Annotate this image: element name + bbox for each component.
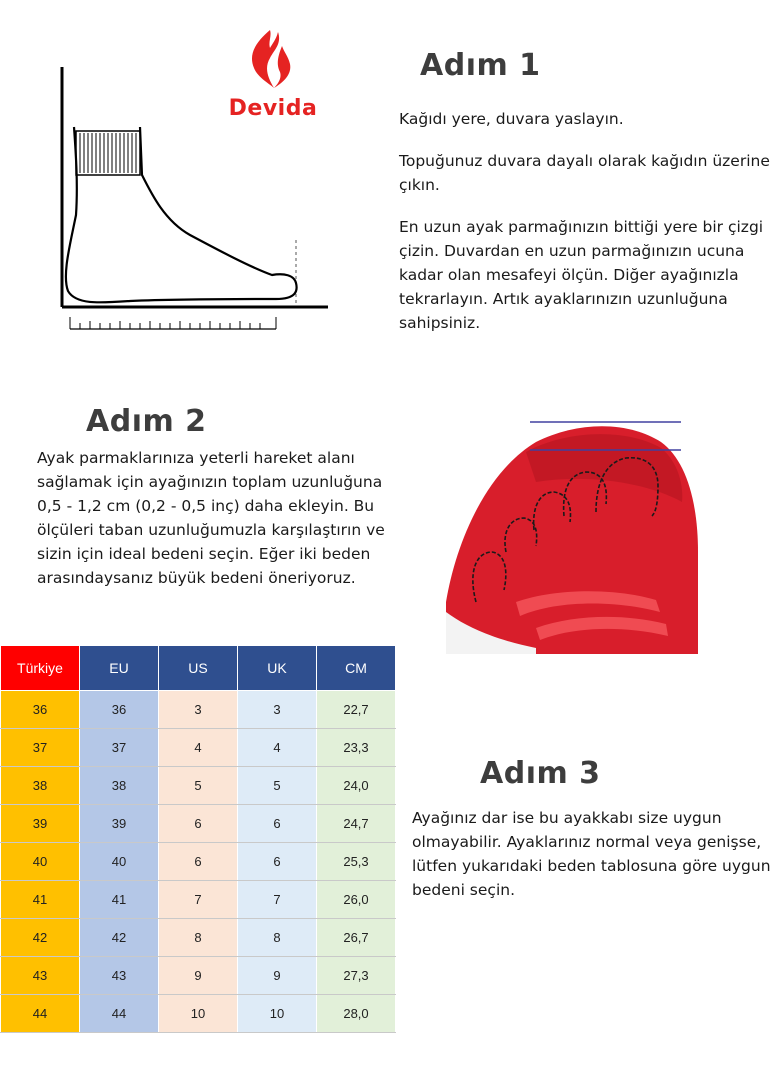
cell-uk: 3 [238, 691, 317, 729]
cell-cm: 28,0 [317, 995, 396, 1033]
flame-icon [218, 28, 328, 90]
cell-turkiye: 40 [1, 843, 80, 881]
brand-logo [218, 28, 328, 124]
table-row [1, 767, 396, 805]
cell-cm: 23,3 [317, 729, 396, 767]
table-row [1, 957, 396, 995]
cell-cm: 26,0 [317, 881, 396, 919]
size-chart-table [0, 645, 396, 1033]
cell-us: 3 [159, 691, 238, 729]
brand-name: Devida [228, 96, 318, 121]
cell-uk: 9 [238, 957, 317, 995]
cell-turkiye: 41 [1, 881, 80, 919]
step2-heading: Adım 2 [86, 404, 207, 439]
size-chart-header-row [1, 646, 396, 691]
cell-turkiye: 44 [1, 995, 80, 1033]
cell-eu: 44 [80, 995, 159, 1033]
cell-uk: 6 [238, 805, 317, 843]
cell-uk: 5 [238, 767, 317, 805]
cell-uk: 7 [238, 881, 317, 919]
shoe-toe-illustration [446, 412, 698, 654]
cell-us: 6 [159, 805, 238, 843]
table-row [1, 843, 396, 881]
cell-cm: 27,3 [317, 957, 396, 995]
cell-us: 5 [159, 767, 238, 805]
cell-turkiye: 42 [1, 919, 80, 957]
cell-us: 6 [159, 843, 238, 881]
step2-paragraph: Ayak parmaklarınıza yeterli hareket alanı sağlamak için ayağınızın toplam uzunluğuna 0,5 - 1,2 cm (0,2 - 0,5 inç) daha ekleyin. Bu ölçüleri taban uzunluğumuzla karşılaştırın ve sizin için ideal bedeni seçin. Eğer iki beden arasındaysanız büyük bedeni öneriyoruz. [37, 449, 385, 587]
cell-eu: 38 [80, 767, 159, 805]
cell-eu: 42 [80, 919, 159, 957]
table-row [1, 805, 396, 843]
cell-turkiye: 43 [1, 957, 80, 995]
cell-eu: 39 [80, 805, 159, 843]
step1-text [399, 107, 771, 335]
cell-us: 4 [159, 729, 238, 767]
table-row [1, 729, 396, 767]
header-uk: UK [238, 646, 317, 691]
cell-uk: 4 [238, 729, 317, 767]
cell-turkiye: 36 [1, 691, 80, 729]
header-eu: EU [80, 646, 159, 691]
cell-cm: 25,3 [317, 843, 396, 881]
cell-us: 8 [159, 919, 238, 957]
header-turkiye: Türkiye [1, 646, 80, 691]
cell-cm: 24,7 [317, 805, 396, 843]
cell-us: 9 [159, 957, 238, 995]
cell-uk: 10 [238, 995, 317, 1033]
cell-us: 7 [159, 881, 238, 919]
cell-turkiye: 38 [1, 767, 80, 805]
cell-uk: 6 [238, 843, 317, 881]
step3-heading: Adım 3 [480, 756, 601, 791]
step1-heading: Adım 1 [420, 48, 541, 83]
cell-us: 10 [159, 995, 238, 1033]
cell-cm: 22,7 [317, 691, 396, 729]
step1-paragraph-2: Topuğunuz duvara dayalı olarak kağıdın üzerine çıkın. [399, 152, 770, 194]
cell-eu: 40 [80, 843, 159, 881]
table-row [1, 919, 396, 957]
table-row [1, 995, 396, 1033]
step1-paragraph-1: Kağıdı yere, duvara yaslayın. [399, 110, 624, 128]
cell-cm: 26,7 [317, 919, 396, 957]
cell-turkiye: 37 [1, 729, 80, 767]
step1-paragraph-3: En uzun ayak parmağınızın bittiği yere bir çizgi çizin. Duvardan en uzun parmağınızın ucuna kadar olan mesafeyi ölçün. Diğer ayağınızla tekrarlayın. Artık ayaklarınızın uzunluğuna sahipsiniz. [399, 218, 764, 332]
step3-paragraph: Ayağınız dar ise bu ayakkabı size uygun olmayabilir. Ayaklarınız normal veya genişse, lütfen yukarıdaki beden tablosuna göre uygun bedeni seçin. [412, 809, 771, 899]
cell-eu: 37 [80, 729, 159, 767]
header-us: US [159, 646, 238, 691]
cell-uk: 8 [238, 919, 317, 957]
header-cm: CM [317, 646, 396, 691]
table-row [1, 691, 396, 729]
cell-eu: 41 [80, 881, 159, 919]
cell-cm: 24,0 [317, 767, 396, 805]
cell-turkiye: 39 [1, 805, 80, 843]
cell-eu: 36 [80, 691, 159, 729]
table-row [1, 881, 396, 919]
cell-eu: 43 [80, 957, 159, 995]
